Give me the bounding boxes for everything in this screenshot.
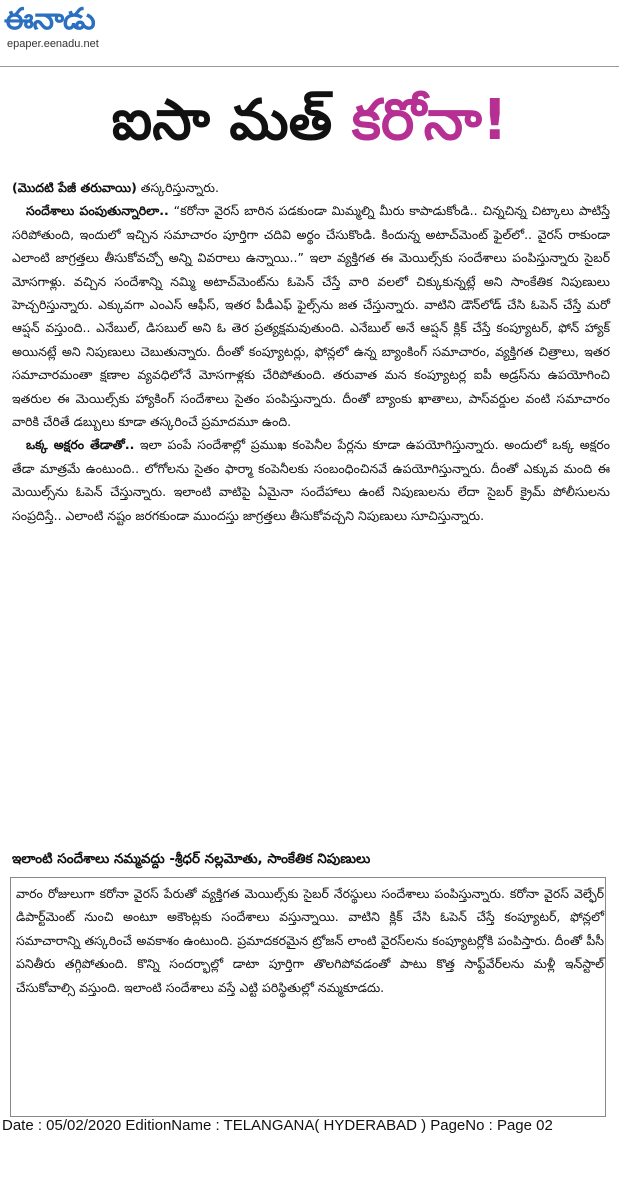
article-body: [12, 176, 610, 527]
subheading-1: సందేశాలు పంపుతున్నారిలా..: [26, 203, 169, 219]
sidebar-box-text: వారం రోజులుగా కరోనా వైరస్ పేరుతో వ్యక్తిగత మెయిల్స్‌కు సైబర్ నేరస్థులు సందేశాలు పంపిస్తున్నారు. కరోనా వైరస్ వెల్ఫేర్ డిపార్ట్‌మెంట్ నుంచి అంటూ అకౌంట్లకు సందేశాలు వస్తున్నాయి. వాటిని క్లిక్ చేసి ఓపెన్ చేస్తే కంప్యూటర్, ఫోన్లలో సమాచారాన్ని తస్కరించే అవకాశం ఉంటుంది. ప్రమాదకరమైన ట్రోజన్ లాంటి వైరస్‌లను కంప్యూటర్లోకి పంపిస్తారు. దీంతో పీసీ పనితీరు తగ్గిపోతుంది. కొన్ని సందర్భాల్లో డాటా పూర్తిగా తొలగిపోవడంతో పాటు కొత్త సాఫ్ట్‌వేర్‌లను మళ్లీ ఇన్‌స్టాల్ చేసుకోవాల్సి వస్తుంది. ఇలాంటి సందేశాలు వస్తే ఎట్టి పరిస్థితుల్లో నమ్మకూడదు.: [16, 886, 604, 995]
epaper-url: epaper.eenadu.net: [7, 38, 99, 50]
paragraph-1-text: “కరోనా వైరస్ బారిన పడకుండా మిమ్మల్ని మీరు కాపాడుకోండి.. చిన్నచిన్న చిట్కాలు పాటిస్తే సరిపోతుంది, ఇందులో ఇచ్చిన సమాచారం పూర్తిగా చదివి అర్థం చేసుకొండి. కిందున్న అటాచ్‌మెంట్ ఫైల్‌లో.. వైరస్ రాకుండా ఎలాంటి జాగ్రత్తలు తీసుకోవచ్చో అన్ని వివరాలు ఉన్నాయి..” ఇలా వ్యక్తిగత ఈ మెయిల్స్‌కు సందేశాలు పంపిస్తున్నారు సైబర్ మోసగాళ్లు. వచ్చిన సందేశాన్ని నమ్మి అటాచ్‌మెంట్‌ను ఓపెన్ చేస్తే వారి వలలో చిక్కుకున్నట్లే అని సాంకేతిక నిపుణులు హెచ్చరిస్తున్నారు. ఎక్కువగా ఎంఎస్ ఆఫీస్, ఇతర పీడీఎఫ్ ఫైల్స్‌ను జత చేస్తున్నారు. వాటిని డౌన్‌లోడ్ చేసి ఓపెన్ చేస్తే మరో ఆప్షన్ వస్తుంది.. ఎనేబుల్, డిసబుల్ అని ఓ తెర ప్రత్యక్షమవుతుంది. ఎనేబుల్ అనే ఆప్షన్ క్లిక్ చేస్తే కంప్యూటర్, ఫోన్ హ్యాక్ అయినట్లే అని నిపుణులు చెబుతున్నారు. దీంతో కంప్యూటర్లు, ఫోన్లలో ఉన్న బ్యాంకింగ్ సమాచారం, వ్యక్తిగత చిత్రాలు, ఇతర సమాచారమంతా క్షణాల వ్యవధిలోనే మోసగాళ్లకు చేరిపోతుంది. తరువాత మన కంప్యూటర్ల ఐపీ అడ్రస్‌ను ఉపయోగించి ఇతరుల ఈ మెయిల్స్‌కు హ్యాకింగ్ సందేశాలు సైతం పంపిస్తున్నారు. దీంతో బ్యాంకు ఖాతాలు, పాస్‌వర్డుల వంటి సమాచారం వారికి చేరితే డబ్బులు కూడా తస్కరించే ప్రమాదమూ ఉంది.: [12, 203, 611, 430]
subheading-2: ఒక్క అక్షరం తేడాతో..: [26, 437, 135, 453]
box-heading: ఇలాంటి సందేశాలు నమ్మవద్దు -శ్రీధర్ నల్లమోతు, సాంకేతిక నిపుణులు: [12, 851, 371, 867]
paragraph-1: [12, 199, 610, 433]
headline-part-1: ఐసా మత్: [111, 88, 352, 153]
intro-text: తస్కరిస్తున్నారు.: [136, 180, 219, 195]
masthead: [0, 0, 619, 60]
masthead-divider: [0, 66, 619, 67]
paragraph-2: [12, 433, 610, 527]
headline: [0, 86, 619, 156]
page-footer: Date : 05/02/2020 EditionName : TELANGANA( HYDERABAD ) PageNo : Page 02: [2, 1117, 553, 1134]
article-intro: [12, 176, 610, 199]
newspaper-logo: ఈనాడు: [4, 2, 95, 37]
paragraph-2-text: ఇలా పంపే సందేశాల్లో ప్రముఖ కంపెనీల పేర్లను కూడా ఉపయోగిస్తున్నారు. అందులో ఒక్క అక్షరం తేడా మాత్రమే ఉంటుంది.. లోగోలను సైతం ఫార్మా కంపెనీలకు సంబంధించినవే ఉపయోగిస్తున్నారు. దీంతో ఎక్కువ మంది ఈ మెయిల్స్‌ను ఓపెన్ చేస్తున్నారు. ఇలాంటి వాటిపై ఏమైనా సందేహాలు ఉంటే నిపుణులను లేదా సైబర్ క్రైమ్ పోలీసులను సంప్రదిస్తే.. ఎలాంటి నష్టం జరగకుండా ముందస్తు జాగ్రత్తలు తీసుకోవచ్చని నిపుణులు సూచిస్తున్నారు.: [12, 437, 610, 523]
continued-label: (మొదటి పేజీ తరువాయి): [12, 180, 137, 195]
headline-part-2: కరోనా!: [351, 88, 508, 153]
